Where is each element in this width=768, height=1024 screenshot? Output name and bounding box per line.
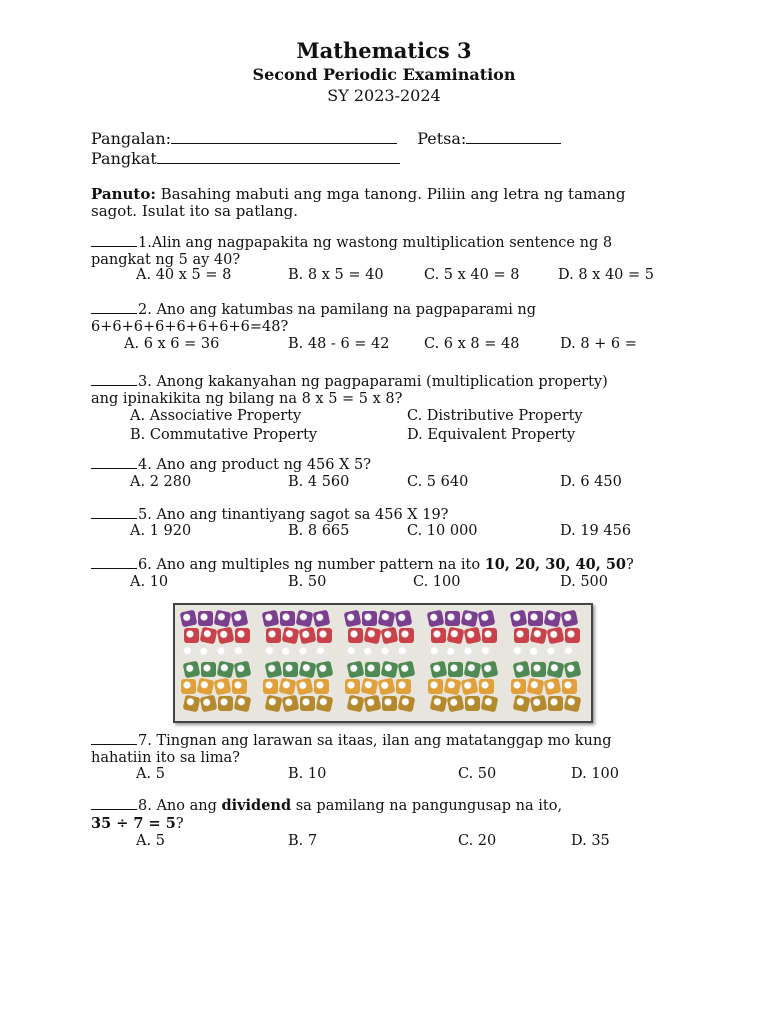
question-6	[91, 556, 634, 574]
candy-icon	[344, 644, 362, 662]
question-1-text: 1.Alin ang nagpapakita ng wastong multiplication sentence ng 8	[138, 235, 613, 251]
candy-icon	[513, 695, 531, 713]
q6-option-a[interactable]: A. 10	[130, 574, 169, 590]
candy-group	[263, 611, 333, 715]
candy-icon	[398, 661, 416, 679]
question-3-text: 3. Anong kakanyahan ng pagpaparami (multiplication property)	[138, 374, 608, 390]
candy-icon	[510, 610, 528, 628]
q1-option-c[interactable]: C. 5 x 40 = 8	[424, 267, 520, 283]
candy-icon	[395, 610, 413, 628]
q5-option-c[interactable]: C. 10 000	[407, 523, 478, 539]
candy-icon	[217, 661, 235, 679]
question-7-text-2: hahatiin ito sa lima?	[91, 750, 240, 766]
candy-icon	[198, 611, 213, 626]
q4-option-c[interactable]: C. 5 640	[407, 474, 469, 490]
candy-icon	[280, 611, 295, 626]
candy-icon	[180, 610, 198, 628]
q8-option-b[interactable]: B. 7	[288, 833, 318, 849]
question-8-text-b: sa pamilang na pangungusap na ito,	[291, 798, 563, 814]
candy-icon	[263, 679, 278, 694]
answer-blank-5[interactable]	[91, 506, 137, 519]
candy-icon	[314, 679, 329, 694]
candy-icon	[218, 696, 233, 711]
candy-icon	[396, 679, 411, 694]
question-4	[91, 456, 371, 474]
candy-icon	[431, 628, 446, 643]
candy-icon	[379, 645, 394, 660]
candy-icon	[200, 627, 218, 645]
question-2	[91, 301, 536, 336]
q7-option-b[interactable]: B. 10	[288, 766, 327, 782]
candy-icon	[282, 695, 300, 713]
candy-icon	[296, 678, 314, 696]
answer-blank-2[interactable]	[91, 301, 137, 314]
candy-icon	[299, 627, 317, 645]
q7-option-c[interactable]: C. 50	[458, 766, 497, 782]
candy-icon	[378, 678, 396, 696]
candy-picture	[173, 603, 593, 723]
question-4-text: 4. Ano ang product ng 456 X 5?	[138, 457, 372, 473]
candy-icon	[381, 661, 399, 679]
candy-icon	[481, 695, 499, 713]
dividend-word: dividend	[221, 797, 292, 814]
question-2-text-2: 6+6+6+6+6+6+6+6=48?	[91, 319, 289, 335]
candy-icon	[430, 695, 448, 713]
candy-icon	[299, 661, 317, 679]
q4-option-b[interactable]: B. 4 560	[288, 474, 350, 490]
q8-option-d[interactable]: D. 35	[571, 833, 610, 849]
candy-group	[428, 611, 498, 715]
q6-option-b[interactable]: B. 50	[288, 574, 327, 590]
candy-icon	[231, 644, 249, 662]
candy-icon	[461, 678, 479, 696]
name-label: Pangalan:	[91, 129, 172, 148]
question-6-end: ?	[626, 557, 634, 573]
q4-option-d[interactable]: D. 6 450	[560, 474, 622, 490]
answer-blank-4[interactable]	[91, 456, 137, 469]
q3-option-a[interactable]: A. Associative Property	[130, 408, 302, 424]
candy-icon	[364, 695, 382, 713]
candy-icon	[361, 678, 379, 696]
candy-icon	[445, 611, 460, 626]
candy-icon	[361, 644, 379, 662]
candy-icon	[232, 679, 247, 694]
candy-icon	[510, 644, 528, 662]
candy-icon	[217, 627, 235, 645]
candy-icon	[527, 644, 545, 662]
question-7-text: 7. Tingnan ang larawan sa itaas, ilan ang matatanggap mo kung	[138, 733, 612, 749]
candy-icon	[548, 696, 563, 711]
question-7	[91, 732, 612, 767]
candy-icon	[544, 678, 562, 696]
q3-option-d[interactable]: D. Equivalent Property	[407, 427, 576, 443]
question-8-end: ?	[175, 816, 184, 832]
candy-icon	[545, 645, 560, 660]
date-label: Petsa:	[417, 129, 467, 148]
candy-icon	[282, 627, 300, 645]
q5-option-d[interactable]: D. 19 456	[560, 523, 632, 539]
candy-icon	[513, 661, 531, 679]
candy-icon	[381, 627, 399, 645]
candy-icon	[265, 695, 283, 713]
question-5	[91, 506, 448, 524]
candy-icon	[201, 662, 216, 677]
candy-icon	[316, 661, 334, 679]
candy-icon	[300, 696, 315, 711]
candy-icon	[184, 628, 199, 643]
candy-icon	[231, 610, 249, 628]
candy-icon	[464, 661, 482, 679]
candy-icon	[234, 695, 252, 713]
candy-icon	[317, 628, 332, 643]
candy-icon	[382, 696, 397, 711]
candy-icon	[365, 662, 380, 677]
question-6-text: 6. Ano ang multiples ng number pattern na ito	[138, 557, 485, 573]
candy-icon	[234, 661, 252, 679]
q6-option-c[interactable]: C. 100	[413, 574, 461, 590]
instructions-line1: Basahing mabuti ang mga tanong. Piliin ang letra ng tamang	[155, 185, 626, 203]
candy-icon	[183, 661, 201, 679]
q2-option-a[interactable]: A. 6 x 6 = 36	[124, 336, 220, 352]
answer-blank-3[interactable]	[91, 373, 137, 386]
candy-icon	[462, 645, 477, 660]
date-field[interactable]	[466, 129, 561, 144]
candy-icon	[448, 662, 463, 677]
candy-icon	[478, 610, 496, 628]
candy-icon	[531, 662, 546, 677]
candy-icon	[183, 695, 201, 713]
candy-icon	[561, 610, 579, 628]
answer-blank-1[interactable]	[91, 234, 137, 247]
candy-group	[511, 611, 581, 715]
candy-icon	[444, 644, 462, 662]
q1-option-b[interactable]: B. 8 x 5 = 40	[288, 267, 384, 283]
candy-icon	[564, 695, 582, 713]
answer-blank-6[interactable]	[91, 556, 137, 569]
q3-option-b[interactable]: B. Commutative Property	[130, 427, 318, 443]
candy-icon	[547, 627, 565, 645]
candy-icon	[262, 610, 280, 628]
candy-icon	[200, 695, 218, 713]
question-1-text-2: pangkat ng 5 ay 40?	[91, 252, 241, 268]
q6-option-d[interactable]: D. 500	[560, 574, 609, 590]
candy-icon	[430, 661, 448, 679]
candy-icon	[481, 661, 499, 679]
candy-icon	[547, 661, 565, 679]
q2-option-d[interactable]: D. 8 + 6 =	[560, 336, 637, 352]
question-3	[91, 373, 608, 408]
candy-icon	[197, 644, 215, 662]
candy-icon	[464, 627, 482, 645]
candy-icon	[266, 628, 281, 643]
candy-icon	[348, 628, 363, 643]
candy-icon	[296, 610, 314, 628]
candy-icon	[347, 661, 365, 679]
q2-option-b[interactable]: B. 48 - 6 = 42	[288, 336, 390, 352]
candy-icon	[428, 679, 443, 694]
candy-icon	[395, 644, 413, 662]
answer-blank-7[interactable]	[91, 732, 137, 745]
candy-icon	[427, 610, 445, 628]
candy-icon	[235, 628, 250, 643]
candy-icon	[313, 644, 331, 662]
candy-icon	[465, 696, 480, 711]
candy-icon	[364, 627, 382, 645]
question-1	[91, 234, 612, 269]
exam-subtitle: Second Periodic Examination	[252, 65, 516, 84]
q8-option-c[interactable]: C. 20	[458, 833, 497, 849]
candy-icon	[562, 679, 577, 694]
candy-icon	[265, 661, 283, 679]
candy-icon	[561, 644, 579, 662]
q2-option-c[interactable]: C. 6 x 8 = 48	[424, 336, 520, 352]
candy-icon	[398, 695, 416, 713]
candy-icon	[528, 611, 543, 626]
candy-group	[345, 611, 415, 715]
instructions	[91, 186, 625, 220]
candy-icon	[444, 678, 462, 696]
candy-icon	[215, 645, 230, 660]
q7-option-d[interactable]: D. 100	[571, 766, 620, 782]
q1-option-a[interactable]: A. 40 x 5 = 8	[136, 267, 232, 283]
answer-blank-8[interactable]	[91, 797, 137, 810]
candy-icon	[427, 644, 445, 662]
candy-icon	[316, 695, 334, 713]
candy-group	[181, 611, 251, 715]
number-pattern: 10, 20, 30, 40, 50	[484, 556, 626, 573]
q7-option-a[interactable]: A. 5	[136, 766, 165, 782]
question-2-text: 2. Ano ang katumbas na pamilang na pagpaparami ng	[138, 302, 537, 318]
section-label: Pangkat	[91, 149, 157, 168]
exam-title: Mathematics 3	[296, 38, 472, 63]
candy-icon	[297, 645, 312, 660]
candy-icon	[530, 627, 548, 645]
candy-icon	[479, 679, 494, 694]
candy-icon	[461, 610, 479, 628]
school-year: SY 2023-2024	[327, 86, 441, 105]
candy-icon	[447, 627, 465, 645]
candy-icon	[564, 661, 582, 679]
candy-icon	[399, 628, 414, 643]
candy-icon	[214, 678, 232, 696]
candy-icon	[344, 610, 362, 628]
candy-icon	[283, 662, 298, 677]
candy-icon	[214, 610, 232, 628]
candy-icon	[478, 644, 496, 662]
question-5-text: 5. Ano ang tinantiyang sagot sa 456 X 19?	[138, 507, 449, 523]
candy-icon	[527, 678, 545, 696]
q8-option-a[interactable]: A. 5	[136, 833, 165, 849]
candy-icon	[180, 644, 198, 662]
q4-option-a[interactable]: A. 2 280	[130, 474, 192, 490]
name-row	[91, 129, 561, 148]
instructions-line2: sagot. Isulat ito sa patlang.	[91, 202, 299, 220]
candy-icon	[514, 628, 529, 643]
section-row	[91, 149, 400, 168]
candy-icon	[345, 679, 360, 694]
q3-option-c[interactable]: C. Distributive Property	[407, 408, 583, 424]
question-3-text-2: ang ipinakikita ng bilang na 8 x 5 = 5 x 8?	[91, 391, 403, 407]
candy-icon	[313, 610, 331, 628]
q5-option-b[interactable]: B. 8 665	[288, 523, 350, 539]
question-8	[91, 797, 562, 833]
q1-option-d[interactable]: D. 8 x 40 = 5	[558, 267, 654, 283]
candy-icon	[362, 611, 377, 626]
candy-icon	[197, 678, 215, 696]
candy-icon	[262, 644, 280, 662]
question-8-text-a: 8. Ano ang	[138, 798, 222, 814]
candy-icon	[378, 610, 396, 628]
candy-icon	[544, 610, 562, 628]
candy-icon	[511, 679, 526, 694]
division-sentence: 35 ÷ 7 = 5	[91, 815, 176, 832]
candy-icon	[447, 695, 465, 713]
q5-option-a[interactable]: A. 1 920	[130, 523, 192, 539]
candy-icon	[482, 628, 497, 643]
candy-icon	[181, 679, 196, 694]
instructions-label: Panuto:	[91, 185, 156, 203]
candy-icon	[279, 644, 297, 662]
candy-icon	[279, 678, 297, 696]
name-field[interactable]	[171, 129, 397, 144]
candy-icon	[530, 695, 548, 713]
candy-icon	[565, 628, 580, 643]
candy-icon	[347, 695, 365, 713]
section-field[interactable]	[157, 149, 400, 164]
